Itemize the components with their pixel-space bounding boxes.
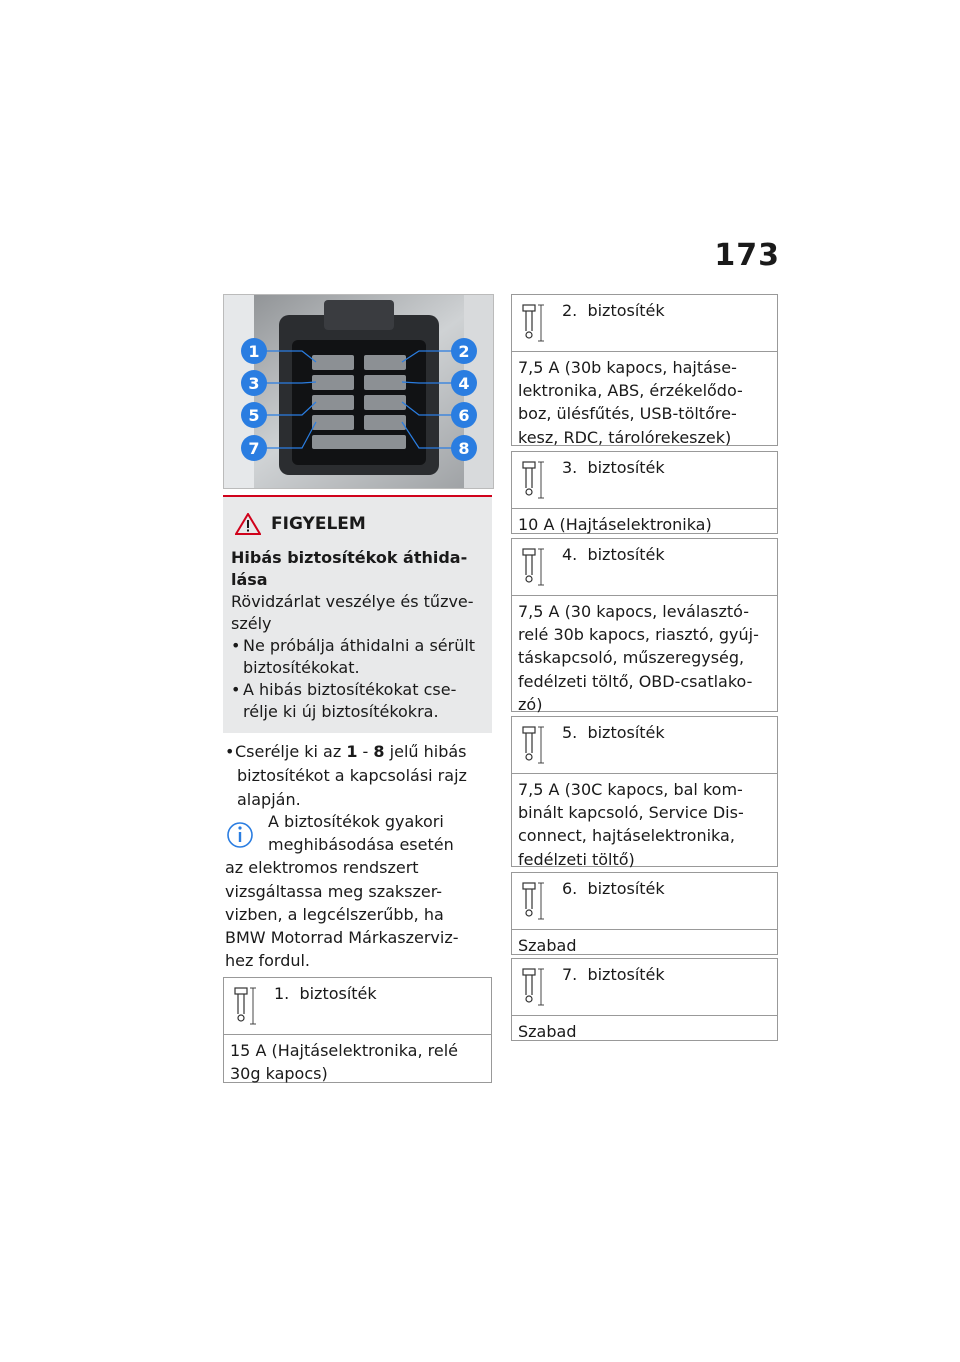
warning-triangle-icon [235,513,261,535]
fuse-icon [520,965,546,1009]
instruction-step: • Cserélje ki az 1 - 8 jelű hibás biztosítékot a kapcsolási rajz alapján. [225,742,467,809]
callout-5: 5 [248,406,260,425]
fuse-icon [232,984,258,1028]
callout-6: 6 [458,406,470,425]
callout-2: 2 [458,342,470,361]
callout-7: 7 [248,439,260,458]
fuse-icon [520,301,546,345]
fuse-card-1: 1. biztosíték 15 A (Hajtáselektronika, relé 30g kapocs) [223,977,492,1083]
warning-subtitle: Hibás biztosítékok áthida- lása [231,548,468,589]
fuse-card-2: 2. biztosíték 7,5 A (30b kapocs, hajtáse- lektronika, ABS, érzékelődo- boz, ülésfűtés, USB-töltőre- kesz, RDC, tárolórekeszek) [511,294,778,446]
callout-4: 4 [458,374,470,393]
warning-box [223,495,492,733]
warning-bullet: • Ne próbálja áthidalni a sérült biztosítékokat. [231,636,476,677]
fuse-icon [520,545,546,589]
fuse-card-3: 3. biztosíték 10 A (Hajtáselektronika) [511,451,778,534]
warning-header [235,513,484,535]
fuse-card-4: 4. biztosíték 7,5 A (30 kapocs, leválasztó- relé 30b kapocs, riasztó, gyúj- táskapcsoló, műszeregység, fedélzeti töltő, OBD-csatlako- zó) [511,538,778,712]
fuse-icon [520,879,546,923]
warning-bullet: • A hibás biztosítékokat cse- rélje ki új biztosítékokra. [231,680,457,721]
info-note: A biztosítékok gyakori meghibásodása esetén az elektromos rendszert vizsgáltassa meg szakszer- vizben, a legcélszerűbb, ha BMW Motorrad Márkaszerviz- hez fordul. [225,812,459,971]
page-number: 173 [714,238,780,273]
fuse-box-photo [223,294,494,489]
warning-title: FIGYELEM [271,514,366,534]
warning-text: Rövidzárlat veszélye és tűzve- szély [231,592,474,633]
fuse-card-7: 7. biztosíték Szabad [511,958,778,1041]
callout-8: 8 [458,439,470,458]
fuse-icon [520,723,546,767]
fuse-box-illustration [224,295,493,488]
fuse-icon [520,458,546,502]
fuse-card-5: 5. biztosíték 7,5 A (30C kapocs, bal kom- binált kapcsoló, Service Dis- connect, hajtáselektronika, fedélzeti töltő) [511,716,778,867]
callout-3: 3 [248,374,260,393]
callout-1: 1 [248,342,260,361]
fuse-card-6: 6. biztosíték Szabad [511,872,778,955]
